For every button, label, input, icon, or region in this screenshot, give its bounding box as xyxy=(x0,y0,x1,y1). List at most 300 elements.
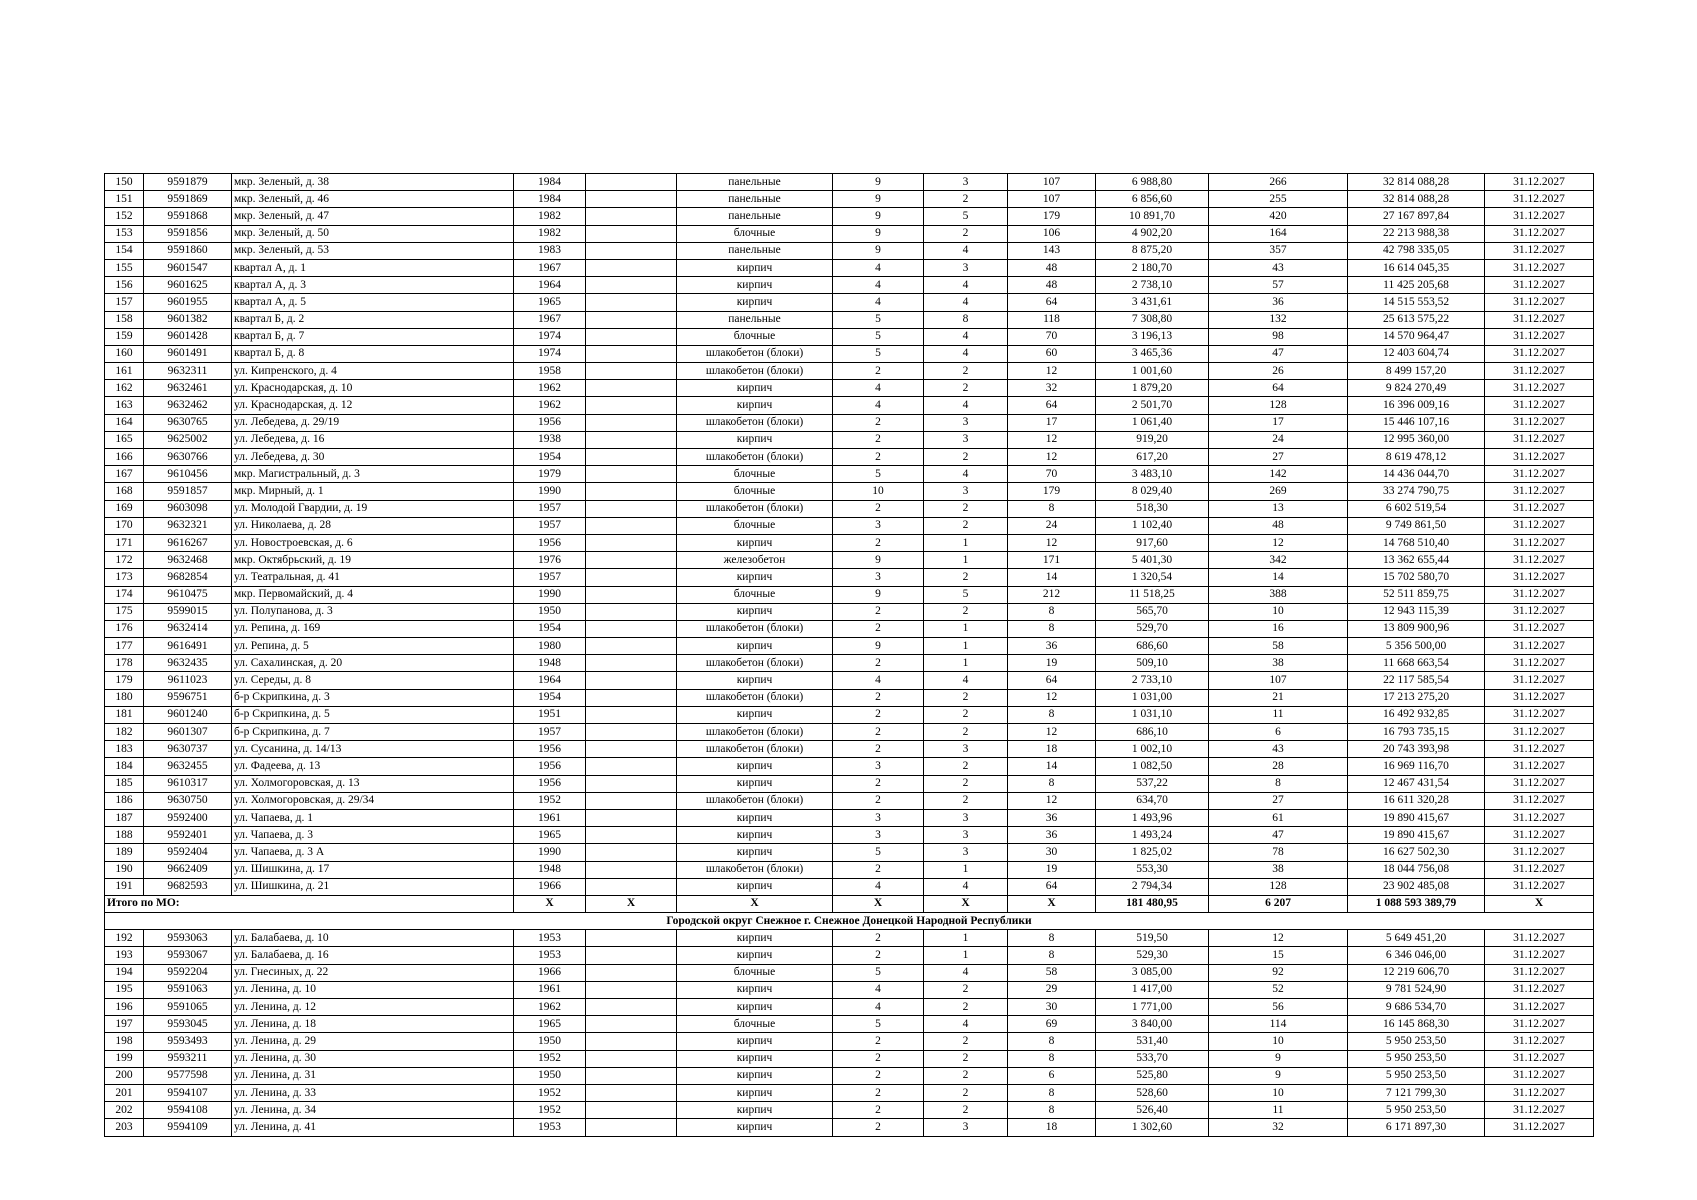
cell-row-number: 186 xyxy=(105,792,144,809)
cell-address: ул. Полупанова, д. 3 xyxy=(232,603,514,620)
cell-residents: 58 xyxy=(1209,638,1348,655)
cell-row-number: 185 xyxy=(105,775,144,792)
cell-entrances: 4 xyxy=(924,397,1008,414)
table-row xyxy=(105,225,1594,242)
cell-apartments: 179 xyxy=(1008,208,1096,225)
section-header-row xyxy=(105,913,1594,930)
cell-address: ул. Лебедева, д. 16 xyxy=(232,431,514,448)
cell-address: квартал Б, д. 8 xyxy=(232,345,514,362)
cell-floors: 2 xyxy=(833,1067,924,1084)
cell-year-built: 1950 xyxy=(514,1033,586,1050)
cell-row-number: 153 xyxy=(105,225,144,242)
cell-apartments: 18 xyxy=(1008,1119,1096,1136)
cell-wall-material: блочные xyxy=(677,964,833,981)
cell-cost: 8 619 478,12 xyxy=(1348,449,1485,466)
cell-apartments: 8 xyxy=(1008,1084,1096,1101)
cell-entrances: 2 xyxy=(924,775,1008,792)
cell-year-built: 1964 xyxy=(514,277,586,294)
cell-address: мкр. Зеленый, д. 53 xyxy=(232,242,514,259)
cell-floors: 2 xyxy=(833,534,924,551)
cell-entrances: 1 xyxy=(924,534,1008,551)
cell-year-built: 1948 xyxy=(514,655,586,672)
cell-floors: 9 xyxy=(833,208,924,225)
cell-residents: 255 xyxy=(1209,191,1348,208)
cell-deadline-date: 31.12.2027 xyxy=(1485,981,1594,998)
cell-entrances: 4 xyxy=(924,672,1008,689)
cell-address: ул. Шишкина, д. 17 xyxy=(232,861,514,878)
cell-cost: 5 950 253,50 xyxy=(1348,1050,1485,1067)
cell-area: 1 320,54 xyxy=(1096,569,1209,586)
cell-wall-material: блочные xyxy=(677,1016,833,1033)
cell-entrances: 2 xyxy=(924,724,1008,741)
table-row xyxy=(105,689,1594,706)
table-row xyxy=(105,259,1594,276)
cell-empty-cell xyxy=(586,191,677,208)
cell-entrances: 2 xyxy=(924,792,1008,809)
cell-address: ул. Холмогоровская, д. 29/34 xyxy=(232,792,514,809)
cell-entrances: 3 xyxy=(924,1119,1008,1136)
cell-cost: 12 995 360,00 xyxy=(1348,431,1485,448)
cell-wall-material: кирпич xyxy=(677,827,833,844)
cell-floors: 2 xyxy=(833,1084,924,1101)
cell-cost: 14 436 044,70 xyxy=(1348,466,1485,483)
cell-empty-cell xyxy=(586,345,677,362)
cell-apartments: 8 xyxy=(1008,1033,1096,1050)
cell-residents: 11 xyxy=(1209,1102,1348,1119)
cell-building-id: 9610475 xyxy=(144,586,232,603)
cell-building-id: 9591065 xyxy=(144,999,232,1016)
cell-row-number: 184 xyxy=(105,758,144,775)
cell-year-built: 1952 xyxy=(514,1050,586,1067)
table-body-section-2 xyxy=(105,930,1594,1136)
cell-row-number: 180 xyxy=(105,689,144,706)
cell-deadline-date: 31.12.2027 xyxy=(1485,328,1594,345)
cell-cost: 20 743 393,98 xyxy=(1348,741,1485,758)
cell-residents: 14 xyxy=(1209,569,1348,586)
cell-area: 531,40 xyxy=(1096,1033,1209,1050)
cell-floors: 4 xyxy=(833,259,924,276)
cell-empty-cell xyxy=(586,620,677,637)
cell-apartments: 106 xyxy=(1008,225,1096,242)
cell-wall-material: кирпич xyxy=(677,277,833,294)
cell-year-built: 1951 xyxy=(514,706,586,723)
cell-floors: 9 xyxy=(833,191,924,208)
cell-wall-material: кирпич xyxy=(677,380,833,397)
cell-deadline-date: 31.12.2027 xyxy=(1485,1016,1594,1033)
cell-building-id: 9603098 xyxy=(144,500,232,517)
cell-residents: 17 xyxy=(1209,414,1348,431)
cell-apartments: 12 xyxy=(1008,689,1096,706)
cell-deadline-date: 31.12.2027 xyxy=(1485,414,1594,431)
table-total-section xyxy=(105,895,1594,929)
cell-cost: 14 570 964,47 xyxy=(1348,328,1485,345)
cell-deadline-date: 31.12.2027 xyxy=(1485,431,1594,448)
table-row xyxy=(105,741,1594,758)
cell-entrances: 4 xyxy=(924,345,1008,362)
cell-residents: 269 xyxy=(1209,483,1348,500)
cell-deadline-date: 31.12.2027 xyxy=(1485,225,1594,242)
cell-area: 3 465,36 xyxy=(1096,345,1209,362)
cell-year-built: 1952 xyxy=(514,1084,586,1101)
cell-floors: 4 xyxy=(833,380,924,397)
cell-apartments: 212 xyxy=(1008,586,1096,603)
cell-apartments: 8 xyxy=(1008,775,1096,792)
cell-cost: 32 814 088,28 xyxy=(1348,174,1485,191)
cell-empty-cell xyxy=(586,328,677,345)
cell-cost: 17 213 275,20 xyxy=(1348,689,1485,706)
cell-empty-cell xyxy=(586,569,677,586)
cell-row-number: 195 xyxy=(105,981,144,998)
cell-area: 6 856,60 xyxy=(1096,191,1209,208)
cell-deadline-date: 31.12.2027 xyxy=(1485,500,1594,517)
table-row xyxy=(105,517,1594,534)
cell-wall-material: блочные xyxy=(677,586,833,603)
cell-cost: 18 044 756,08 xyxy=(1348,861,1485,878)
cell-apartments: 64 xyxy=(1008,878,1096,895)
cell-row-number: 179 xyxy=(105,672,144,689)
cell-address: ул. Краснодарская, д. 12 xyxy=(232,397,514,414)
cell-address: ул. Сахалинская, д. 20 xyxy=(232,655,514,672)
cell-year-built: 1974 xyxy=(514,345,586,362)
cell-building-id: 9632414 xyxy=(144,620,232,637)
cell-row-number: 191 xyxy=(105,878,144,895)
cell-wall-material: кирпич xyxy=(677,844,833,861)
cell-building-id: 9592401 xyxy=(144,827,232,844)
cell-empty-cell xyxy=(586,1084,677,1101)
cell-empty-cell xyxy=(586,225,677,242)
cell-row-number: 190 xyxy=(105,861,144,878)
cell-floors: 4 xyxy=(833,999,924,1016)
cell-cost: 32 814 088,28 xyxy=(1348,191,1485,208)
cell-entrances: 1 xyxy=(924,930,1008,947)
cell-address: ул. Ленина, д. 18 xyxy=(232,1016,514,1033)
cell-cost: 11 425 205,68 xyxy=(1348,277,1485,294)
cell-year-built: 1957 xyxy=(514,500,586,517)
cell-cost: 8 499 157,20 xyxy=(1348,363,1485,380)
cell-deadline-date: 31.12.2027 xyxy=(1485,827,1594,844)
cell-empty-cell xyxy=(586,655,677,672)
cell-deadline-date: 31.12.2027 xyxy=(1485,517,1594,534)
cell-floors: 2 xyxy=(833,414,924,431)
cell-wall-material: шлакобетон (блоки) xyxy=(677,414,833,431)
cell-empty-cell xyxy=(586,861,677,878)
cell-residents: 98 xyxy=(1209,328,1348,345)
cell-apartments: 30 xyxy=(1008,999,1096,1016)
cell-empty-cell xyxy=(586,689,677,706)
cell-residents: 16 xyxy=(1209,620,1348,637)
cell-empty-cell xyxy=(586,758,677,775)
cell-entrances: 2 xyxy=(924,380,1008,397)
cell-area: 1 002,10 xyxy=(1096,741,1209,758)
cell-deadline-date: 31.12.2027 xyxy=(1485,844,1594,861)
cell-wall-material: шлакобетон (блоки) xyxy=(677,861,833,878)
table-row xyxy=(105,311,1594,328)
cell-empty-cell xyxy=(586,294,677,311)
cell-address: мкр. Октябрьский, д. 19 xyxy=(232,552,514,569)
cell-year-built: 1952 xyxy=(514,792,586,809)
cell-row-number: 194 xyxy=(105,964,144,981)
cell-residents: 48 xyxy=(1209,517,1348,534)
cell-area: 1 879,20 xyxy=(1096,380,1209,397)
cell-apartments: 14 xyxy=(1008,758,1096,775)
cell-residents: 128 xyxy=(1209,878,1348,895)
cell-building-id: 9630765 xyxy=(144,414,232,431)
cell-wall-material: панельные xyxy=(677,208,833,225)
cell-entrances: 3 xyxy=(924,483,1008,500)
cell-apartments: 24 xyxy=(1008,517,1096,534)
cell-apartments: 48 xyxy=(1008,277,1096,294)
cell-area: 1 771,00 xyxy=(1096,999,1209,1016)
cell-deadline-date: 31.12.2027 xyxy=(1485,878,1594,895)
cell-empty-cell xyxy=(586,431,677,448)
cell-wall-material: кирпич xyxy=(677,1119,833,1136)
cell-apartments: 171 xyxy=(1008,552,1096,569)
cell-deadline-date: 31.12.2027 xyxy=(1485,534,1594,551)
cell-deadline-date: 31.12.2027 xyxy=(1485,449,1594,466)
cell-deadline-date: 31.12.2027 xyxy=(1485,947,1594,964)
cell-entrances: 2 xyxy=(924,689,1008,706)
table-body-section-1 xyxy=(105,174,1594,896)
cell-cost: 16 145 868,30 xyxy=(1348,1016,1485,1033)
cell-apartments: 17 xyxy=(1008,414,1096,431)
table-row xyxy=(105,208,1594,225)
cell-deadline-date: 31.12.2027 xyxy=(1485,792,1594,809)
cell-wall-material: кирпич xyxy=(677,758,833,775)
cell-row-number: 164 xyxy=(105,414,144,431)
cell-empty-cell xyxy=(586,741,677,758)
cell-apartments: 12 xyxy=(1008,363,1096,380)
cell-residents: 38 xyxy=(1209,861,1348,878)
table-row xyxy=(105,827,1594,844)
table-row xyxy=(105,174,1594,191)
cell-entrances: 4 xyxy=(924,466,1008,483)
cell-deadline-date: 31.12.2027 xyxy=(1485,861,1594,878)
cell-cost: 42 798 335,05 xyxy=(1348,242,1485,259)
cell-empty-cell xyxy=(586,397,677,414)
cell-entrances: 3 xyxy=(924,741,1008,758)
cell-cost: 16 611 320,28 xyxy=(1348,792,1485,809)
cell-apartments: 58 xyxy=(1008,964,1096,981)
cell-address: ул. Чапаева, д. 1 xyxy=(232,809,514,826)
cell-cost: 12 943 115,39 xyxy=(1348,603,1485,620)
cell-building-id: 9599015 xyxy=(144,603,232,620)
cell-apartments: 12 xyxy=(1008,792,1096,809)
cell-apartments: 32 xyxy=(1008,380,1096,397)
cell-apartments: 29 xyxy=(1008,981,1096,998)
cell-entrances: 4 xyxy=(924,878,1008,895)
cell-year-built: 1962 xyxy=(514,397,586,414)
cell-row-number: 170 xyxy=(105,517,144,534)
cell-entrances: 1 xyxy=(924,655,1008,672)
cell-cost: 25 613 575,22 xyxy=(1348,311,1485,328)
cell-wall-material: блочные xyxy=(677,483,833,500)
cell-row-number: 169 xyxy=(105,500,144,517)
cell-year-built: 1964 xyxy=(514,672,586,689)
cell-floors: 5 xyxy=(833,328,924,345)
cell-entrances: 8 xyxy=(924,311,1008,328)
cell-address: ул. Репина, д. 5 xyxy=(232,638,514,655)
cell-apartments: 70 xyxy=(1008,328,1096,345)
table-row xyxy=(105,947,1594,964)
cell-entrances: 3 xyxy=(924,174,1008,191)
cell-entrances: 4 xyxy=(924,328,1008,345)
cell-cost: 15 446 107,16 xyxy=(1348,414,1485,431)
cell-empty-cell xyxy=(586,174,677,191)
cell-row-number: 150 xyxy=(105,174,144,191)
cell-area: 519,50 xyxy=(1096,930,1209,947)
cell-residents: 132 xyxy=(1209,311,1348,328)
cell-entrances: 4 xyxy=(924,242,1008,259)
cell-year-built: 1956 xyxy=(514,775,586,792)
cell-floors: 4 xyxy=(833,981,924,998)
cell-residents: 9 xyxy=(1209,1067,1348,1084)
cell-building-id: 9632435 xyxy=(144,655,232,672)
cell-deadline-date: 31.12.2027 xyxy=(1485,1067,1594,1084)
cell-apartments: 48 xyxy=(1008,259,1096,276)
cell-cost: 5 649 451,20 xyxy=(1348,930,1485,947)
cell-year-built: 1957 xyxy=(514,724,586,741)
cell-cost: 16 492 932,85 xyxy=(1348,706,1485,723)
table-row xyxy=(105,534,1594,551)
cell-year-built: 1957 xyxy=(514,569,586,586)
cell-wall-material: панельные xyxy=(677,174,833,191)
cell-building-id: 9601428 xyxy=(144,328,232,345)
cell-floors: 4 xyxy=(833,294,924,311)
cell-deadline-date: 31.12.2027 xyxy=(1485,999,1594,1016)
cell-wall-material: панельные xyxy=(677,191,833,208)
cell-address: ул. Шишкина, д. 21 xyxy=(232,878,514,895)
total-material: X xyxy=(677,895,833,912)
cell-residents: 92 xyxy=(1209,964,1348,981)
cell-deadline-date: 31.12.2027 xyxy=(1485,483,1594,500)
cell-year-built: 1956 xyxy=(514,534,586,551)
cell-row-number: 175 xyxy=(105,603,144,620)
cell-residents: 357 xyxy=(1209,242,1348,259)
cell-apartments: 8 xyxy=(1008,947,1096,964)
cell-address: ул. Балабаева, д. 10 xyxy=(232,930,514,947)
cell-year-built: 1953 xyxy=(514,947,586,964)
cell-area: 3 431,61 xyxy=(1096,294,1209,311)
table-row xyxy=(105,775,1594,792)
cell-address: ул. Гнесиных, д. 22 xyxy=(232,964,514,981)
cell-building-id: 9577598 xyxy=(144,1067,232,1084)
cell-floors: 4 xyxy=(833,878,924,895)
cell-wall-material: панельные xyxy=(677,311,833,328)
cell-empty-cell xyxy=(586,638,677,655)
table-row xyxy=(105,380,1594,397)
cell-area: 1 102,40 xyxy=(1096,517,1209,534)
cell-building-id: 9593063 xyxy=(144,930,232,947)
cell-building-id: 9682854 xyxy=(144,569,232,586)
cell-apartments: 107 xyxy=(1008,174,1096,191)
cell-wall-material: кирпич xyxy=(677,775,833,792)
cell-residents: 57 xyxy=(1209,277,1348,294)
cell-residents: 342 xyxy=(1209,552,1348,569)
cell-residents: 15 xyxy=(1209,947,1348,964)
cell-address: ул. Ленина, д. 31 xyxy=(232,1067,514,1084)
cell-entrances: 2 xyxy=(924,999,1008,1016)
cell-row-number: 167 xyxy=(105,466,144,483)
cell-year-built: 1954 xyxy=(514,689,586,706)
cell-building-id: 9630737 xyxy=(144,741,232,758)
cell-residents: 114 xyxy=(1209,1016,1348,1033)
cell-deadline-date: 31.12.2027 xyxy=(1485,311,1594,328)
cell-deadline-date: 31.12.2027 xyxy=(1485,758,1594,775)
cell-building-id: 9630766 xyxy=(144,449,232,466)
cell-cost: 7 121 799,30 xyxy=(1348,1084,1485,1101)
cell-residents: 12 xyxy=(1209,534,1348,551)
cell-apartments: 60 xyxy=(1008,345,1096,362)
cell-deadline-date: 31.12.2027 xyxy=(1485,259,1594,276)
cell-cost: 14 515 553,52 xyxy=(1348,294,1485,311)
cell-area: 2 738,10 xyxy=(1096,277,1209,294)
cell-entrances: 2 xyxy=(924,603,1008,620)
cell-row-number: 182 xyxy=(105,724,144,741)
cell-entrances: 3 xyxy=(924,809,1008,826)
cell-floors: 2 xyxy=(833,449,924,466)
cell-floors: 2 xyxy=(833,1033,924,1050)
table-row xyxy=(105,809,1594,826)
total-cost: 1 088 593 389,79 xyxy=(1348,895,1485,912)
cell-year-built: 1965 xyxy=(514,1016,586,1033)
cell-area: 1 417,00 xyxy=(1096,981,1209,998)
cell-floors: 2 xyxy=(833,706,924,723)
cell-cost: 9 781 524,90 xyxy=(1348,981,1485,998)
cell-area: 1 825,02 xyxy=(1096,844,1209,861)
cell-residents: 61 xyxy=(1209,809,1348,826)
cell-cost: 16 793 735,15 xyxy=(1348,724,1485,741)
cell-wall-material: кирпич xyxy=(677,431,833,448)
cell-empty-cell xyxy=(586,792,677,809)
table-row xyxy=(105,964,1594,981)
cell-address: б-р Скрипкина, д. 5 xyxy=(232,706,514,723)
cell-year-built: 1965 xyxy=(514,827,586,844)
cell-address: ул. Лебедева, д. 29/19 xyxy=(232,414,514,431)
table-row xyxy=(105,620,1594,637)
cell-empty-cell xyxy=(586,878,677,895)
cell-address: ул. Холмогоровская, д. 13 xyxy=(232,775,514,792)
cell-wall-material: кирпич xyxy=(677,1102,833,1119)
cell-floors: 3 xyxy=(833,569,924,586)
cell-floors: 5 xyxy=(833,311,924,328)
cell-entrances: 2 xyxy=(924,981,1008,998)
cell-area: 5 401,30 xyxy=(1096,552,1209,569)
cell-empty-cell xyxy=(586,483,677,500)
cell-area: 3 085,00 xyxy=(1096,964,1209,981)
cell-cost: 14 768 510,40 xyxy=(1348,534,1485,551)
cell-residents: 128 xyxy=(1209,397,1348,414)
cell-empty-cell xyxy=(586,724,677,741)
cell-row-number: 155 xyxy=(105,259,144,276)
cell-empty-cell xyxy=(586,947,677,964)
cell-area: 1 493,24 xyxy=(1096,827,1209,844)
total-floors: X xyxy=(833,895,924,912)
cell-floors: 2 xyxy=(833,689,924,706)
cell-row-number: 188 xyxy=(105,827,144,844)
table-row xyxy=(105,328,1594,345)
cell-area: 686,10 xyxy=(1096,724,1209,741)
cell-empty-cell xyxy=(586,1067,677,1084)
cell-address: ул. Сусанина, д. 14/13 xyxy=(232,741,514,758)
cell-empty-cell xyxy=(586,964,677,981)
cell-cost: 9 686 534,70 xyxy=(1348,999,1485,1016)
cell-address: ул. Чапаева, д. 3 xyxy=(232,827,514,844)
cell-empty-cell xyxy=(586,844,677,861)
cell-area: 1 031,10 xyxy=(1096,706,1209,723)
cell-wall-material: кирпич xyxy=(677,294,833,311)
cell-entrances: 2 xyxy=(924,569,1008,586)
cell-residents: 47 xyxy=(1209,345,1348,362)
